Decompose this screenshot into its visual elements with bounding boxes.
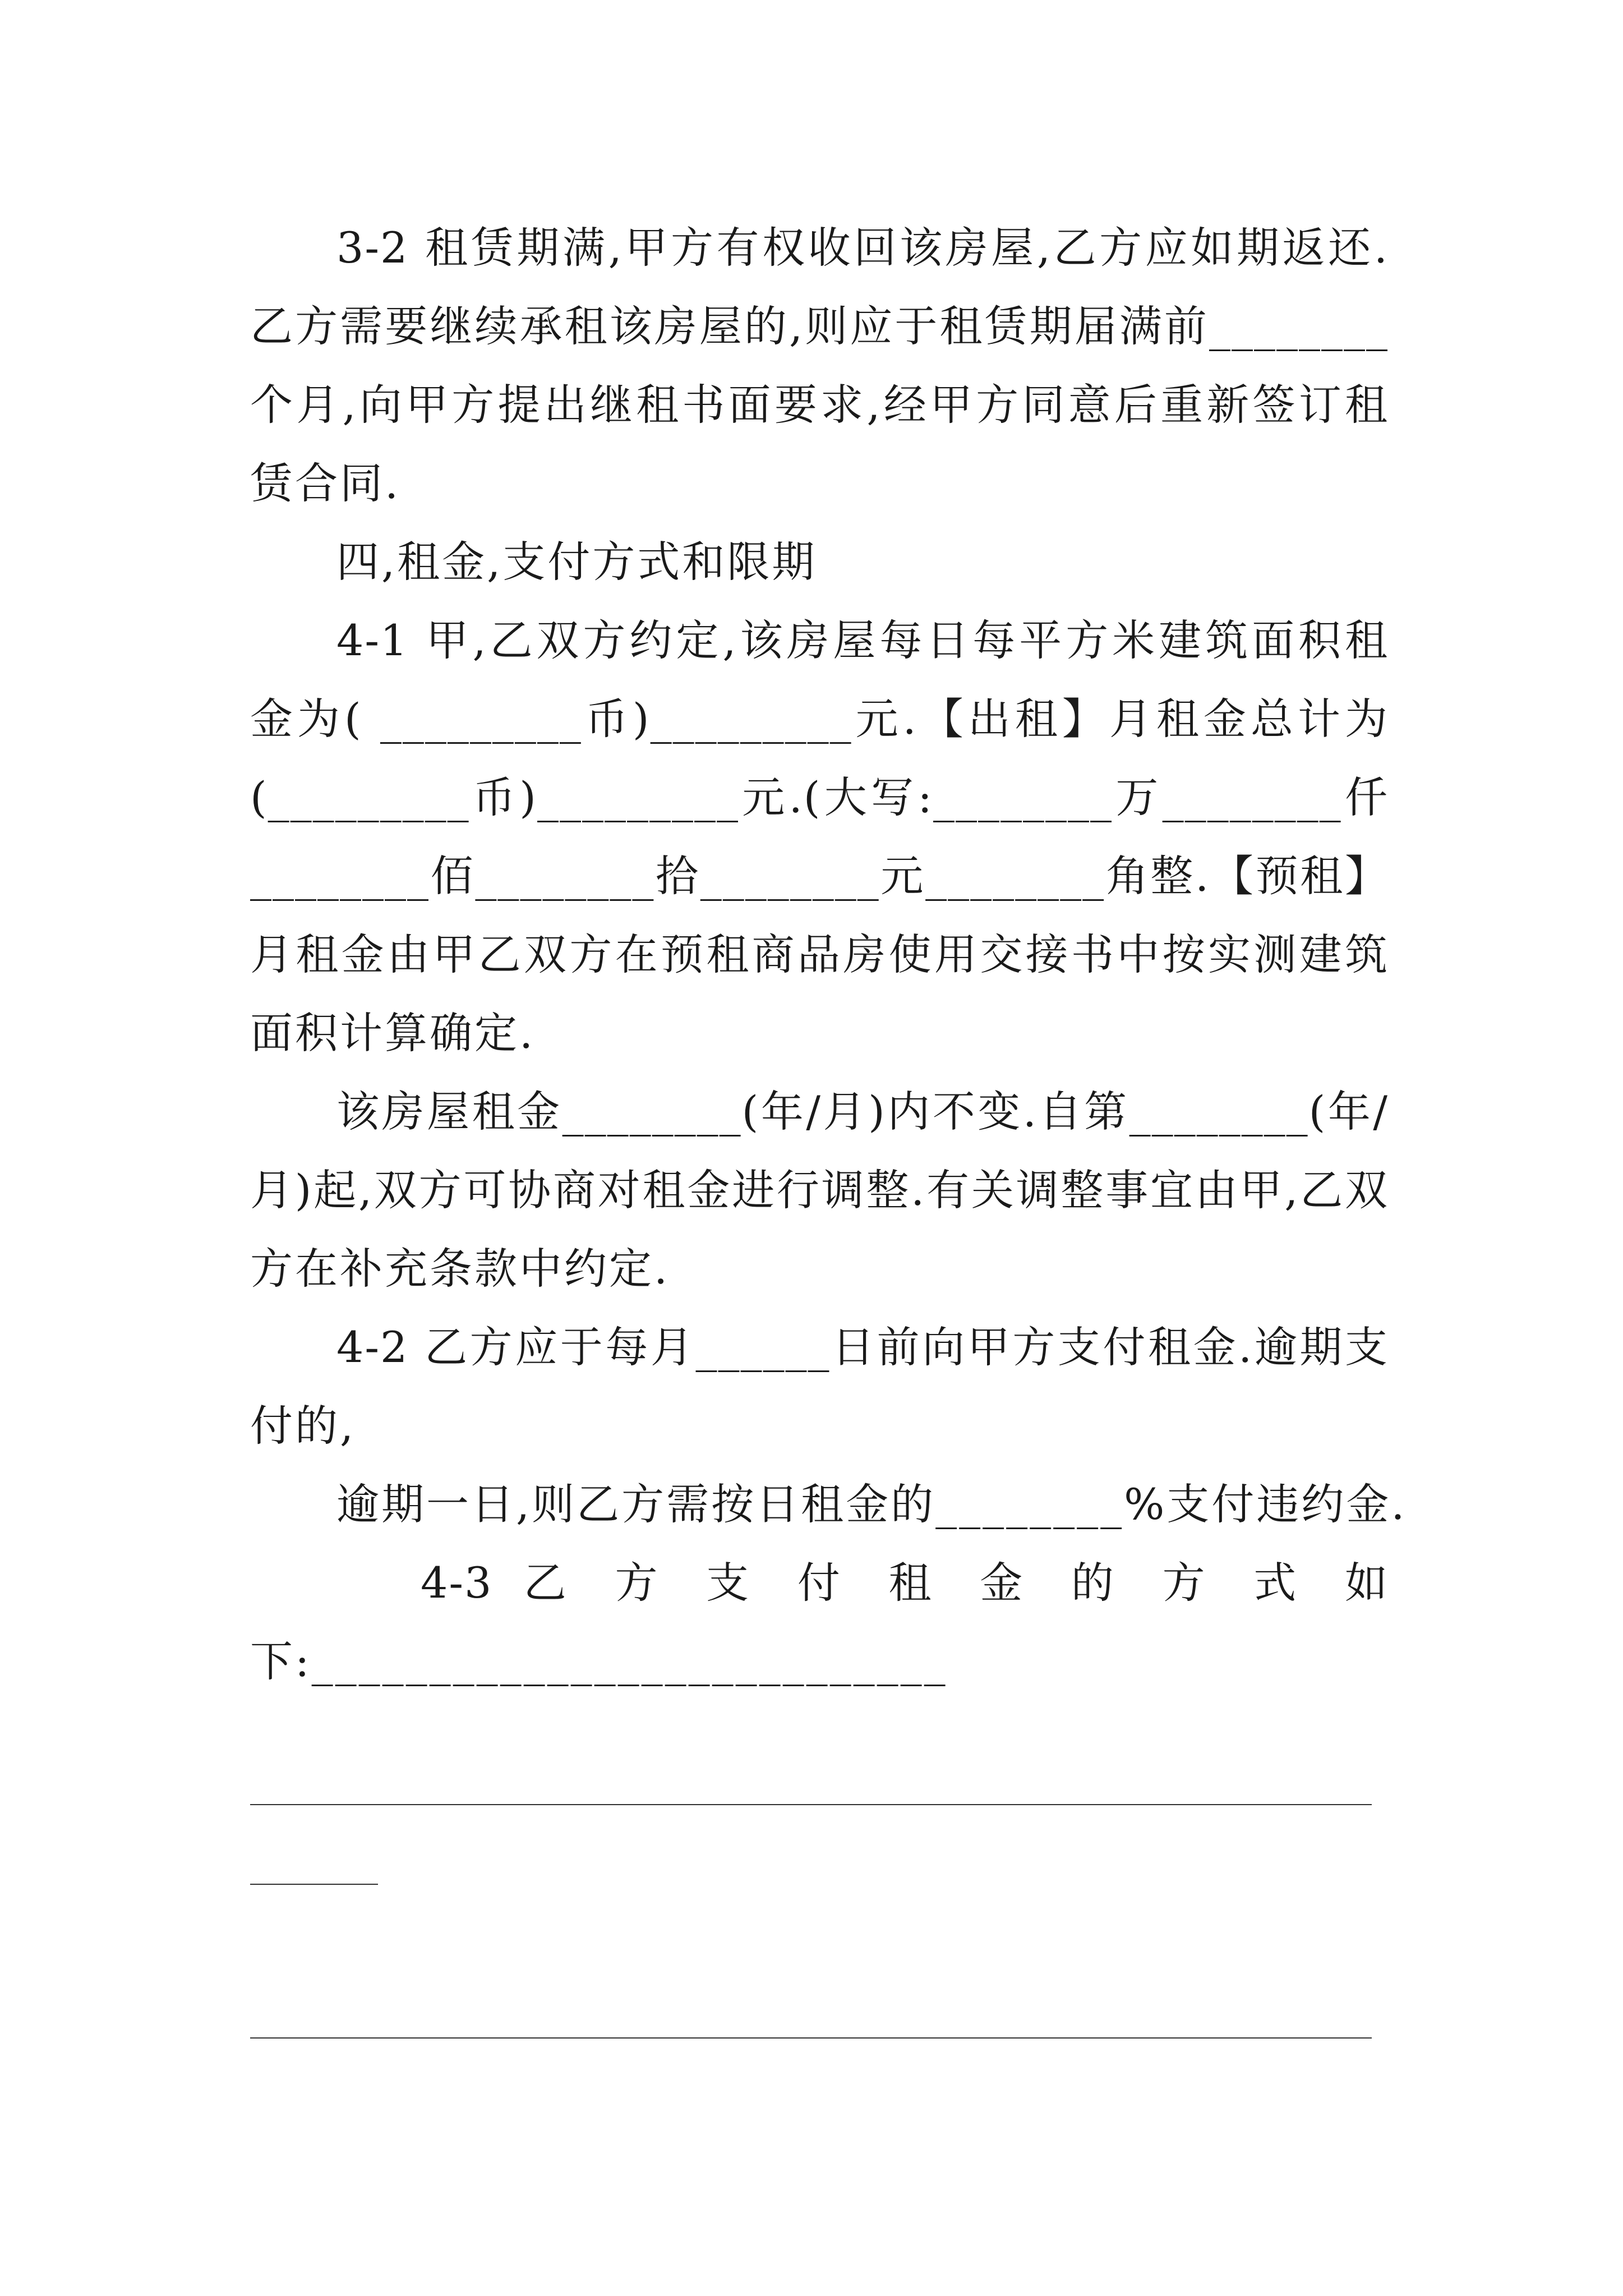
paragraph-line: 赁合同. [250,458,401,508]
paragraph-line: 4-1 甲,乙双方约定,该房屋每日每平方米建筑面积租 [336,615,1389,665]
paragraph-line: 3-2 租赁期满,甲方有权收回该房屋,乙方应如期返还. [336,223,1389,273]
paragraph-line: 月)起,双方可协商对租金进行调整.有关调整事宜由甲,乙双 [250,1165,1389,1215]
paragraph-line: 下:___________________________ [250,1636,948,1686]
paragraph-line: ________佰________拾________元________角整.【预租】 [250,851,1389,901]
paragraph-line: 该房屋租金________(年/月)内不变.自第________(年/ [336,1087,1389,1137]
paragraph-line: 付的, [250,1401,356,1451]
blank-fill-line [250,1884,378,1885]
section-heading: 四,租金,支付方式和限期 [336,537,817,587]
blank-fill-line [250,1804,1372,1805]
paragraph-line: 乙方需要继续承租该房屋的,则应于租赁期届满前________ [250,301,1389,351]
paragraph-line: 金为( _________币)_________元.【出租】月租金总计为 [250,694,1389,744]
paragraph-line: 个月,向甲方提出继租书面要求,经甲方同意后重新签订租 [250,380,1389,430]
paragraph-line: 4-2 乙方应于每月______日前向甲方支付租金.逾期支 [336,1322,1389,1372]
paragraph-line: 逾期一日,则乙方需按日租金的________%支付违约金. [336,1479,1407,1529]
blank-fill-line [250,2037,1372,2039]
paragraph-line: 面积计算确定. [250,1008,536,1058]
paragraph-line: 方在补充条款中约定. [250,1244,670,1294]
paragraph-line: (_________币)_________元.(大写:________万________仟 [250,772,1389,822]
paragraph-line: 4-3 乙 方 支 付 租 金 的 方 式 如 [421,1558,1389,1608]
paragraph-line: 月租金由甲乙双方在预租商品房使用交接书中按实测建筑 [250,930,1389,979]
